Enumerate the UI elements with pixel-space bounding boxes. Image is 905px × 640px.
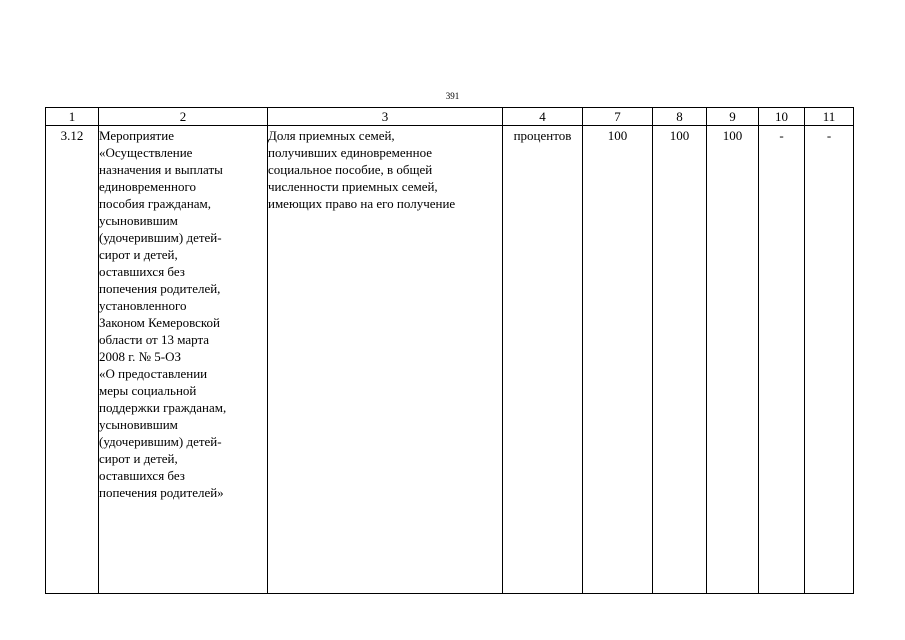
value-col-9: 100 [707, 126, 759, 594]
value-col-11: - [805, 126, 854, 594]
event-description: Мероприятие «Осуществление назначения и выплаты единовременного пособия гражданам, усыновившим (удочерившим) детей- сирот и детей, оставшихся без попечения родителей, установленного Законом Кемеровской области от 13 марта 2008 г. № 5-ОЗ «О предоставлении меры социальной поддержки гражданам, усыновившим (удочерившим) детей- сирот и детей, оставшихся без попечения родителей» [99, 126, 268, 594]
header-row [46, 108, 854, 126]
header-col-11: 11 [805, 108, 854, 126]
indicator-name: Доля приемных семей, получивших единовременное социальное пособие, в общей численности приемных семей, имеющих право на его получение [268, 126, 503, 594]
header-col-10: 10 [759, 108, 805, 126]
value-col-7: 100 [583, 126, 653, 594]
header-col-3: 3 [268, 108, 503, 126]
value-col-10: - [759, 126, 805, 594]
header-col-4: 4 [503, 108, 583, 126]
unit-of-measure: процентов [503, 126, 583, 594]
table-row [46, 126, 854, 594]
header-col-7: 7 [583, 108, 653, 126]
indicator-table [45, 107, 854, 594]
header-col-8: 8 [653, 108, 707, 126]
header-col-1: 1 [46, 108, 99, 126]
row-number: 3.12 [46, 126, 99, 594]
page-number: 391 [445, 91, 460, 101]
header-col-2: 2 [99, 108, 268, 126]
value-col-8: 100 [653, 126, 707, 594]
header-col-9: 9 [707, 108, 759, 126]
